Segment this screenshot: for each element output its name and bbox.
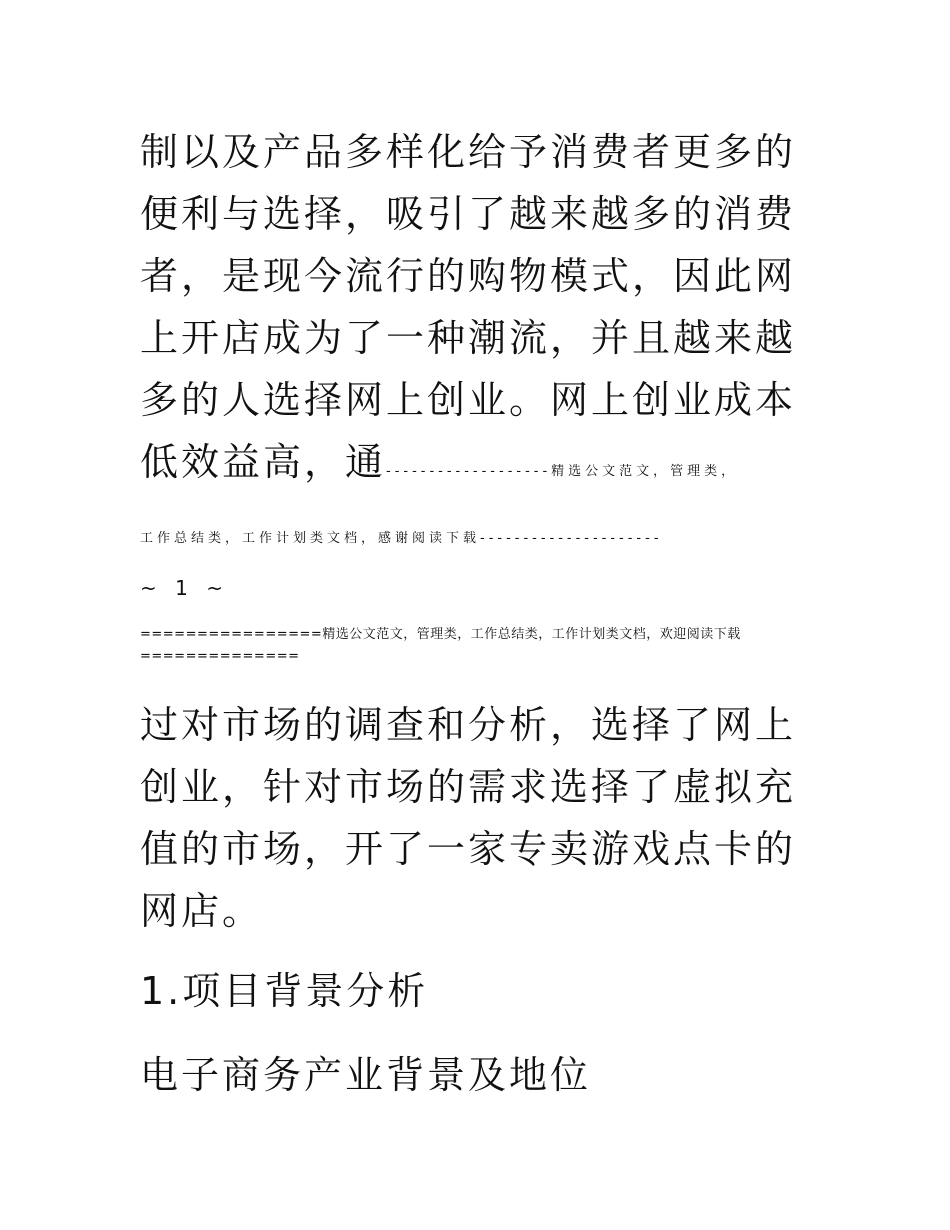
footer-note: 工作总结类，工作计划类文档，感谢阅读下载--------------------- [140,531,663,546]
text-line: 便利与选择，吸引了越来越多的消费 [140,192,797,236]
text-line: 过对市场的调查和分析，选择了网上 [140,703,797,747]
subsection-heading: 电子商务产业背景及地位 [140,1053,592,1097]
body-paragraph-top [140,121,820,503]
text-line: 多的人选择网上创业。网上创业成本 [140,378,797,422]
section-heading: 1.项目背景分析 [140,969,429,1013]
text-line-end: 低效益高，通 [140,440,387,484]
header-note: ================精选公文范文，管理类，工作总结类，工作计划类文档，欢迎阅读下载============== [140,627,741,664]
text-line: 者，是现今流行的购物模式，因此网 [140,254,797,298]
page-number: ~ 1 ~ [140,576,229,600]
text-line: 创业，针对市场的需求选择了虚拟充 [140,765,797,809]
footer-note-start: -------------------精选公文范文，管理类， [386,464,739,479]
text-line: 网店。 [140,889,264,933]
text-line: 制以及产品多样化给予消费者更多的 [140,130,797,174]
text-line-with-footer [140,431,820,503]
text-line: 上开店成为了一种潮流，并且越来越 [140,316,797,360]
text-line: 值的市场，开了一家专卖游戏点卡的 [140,827,797,871]
body-paragraph-mid [140,694,820,942]
